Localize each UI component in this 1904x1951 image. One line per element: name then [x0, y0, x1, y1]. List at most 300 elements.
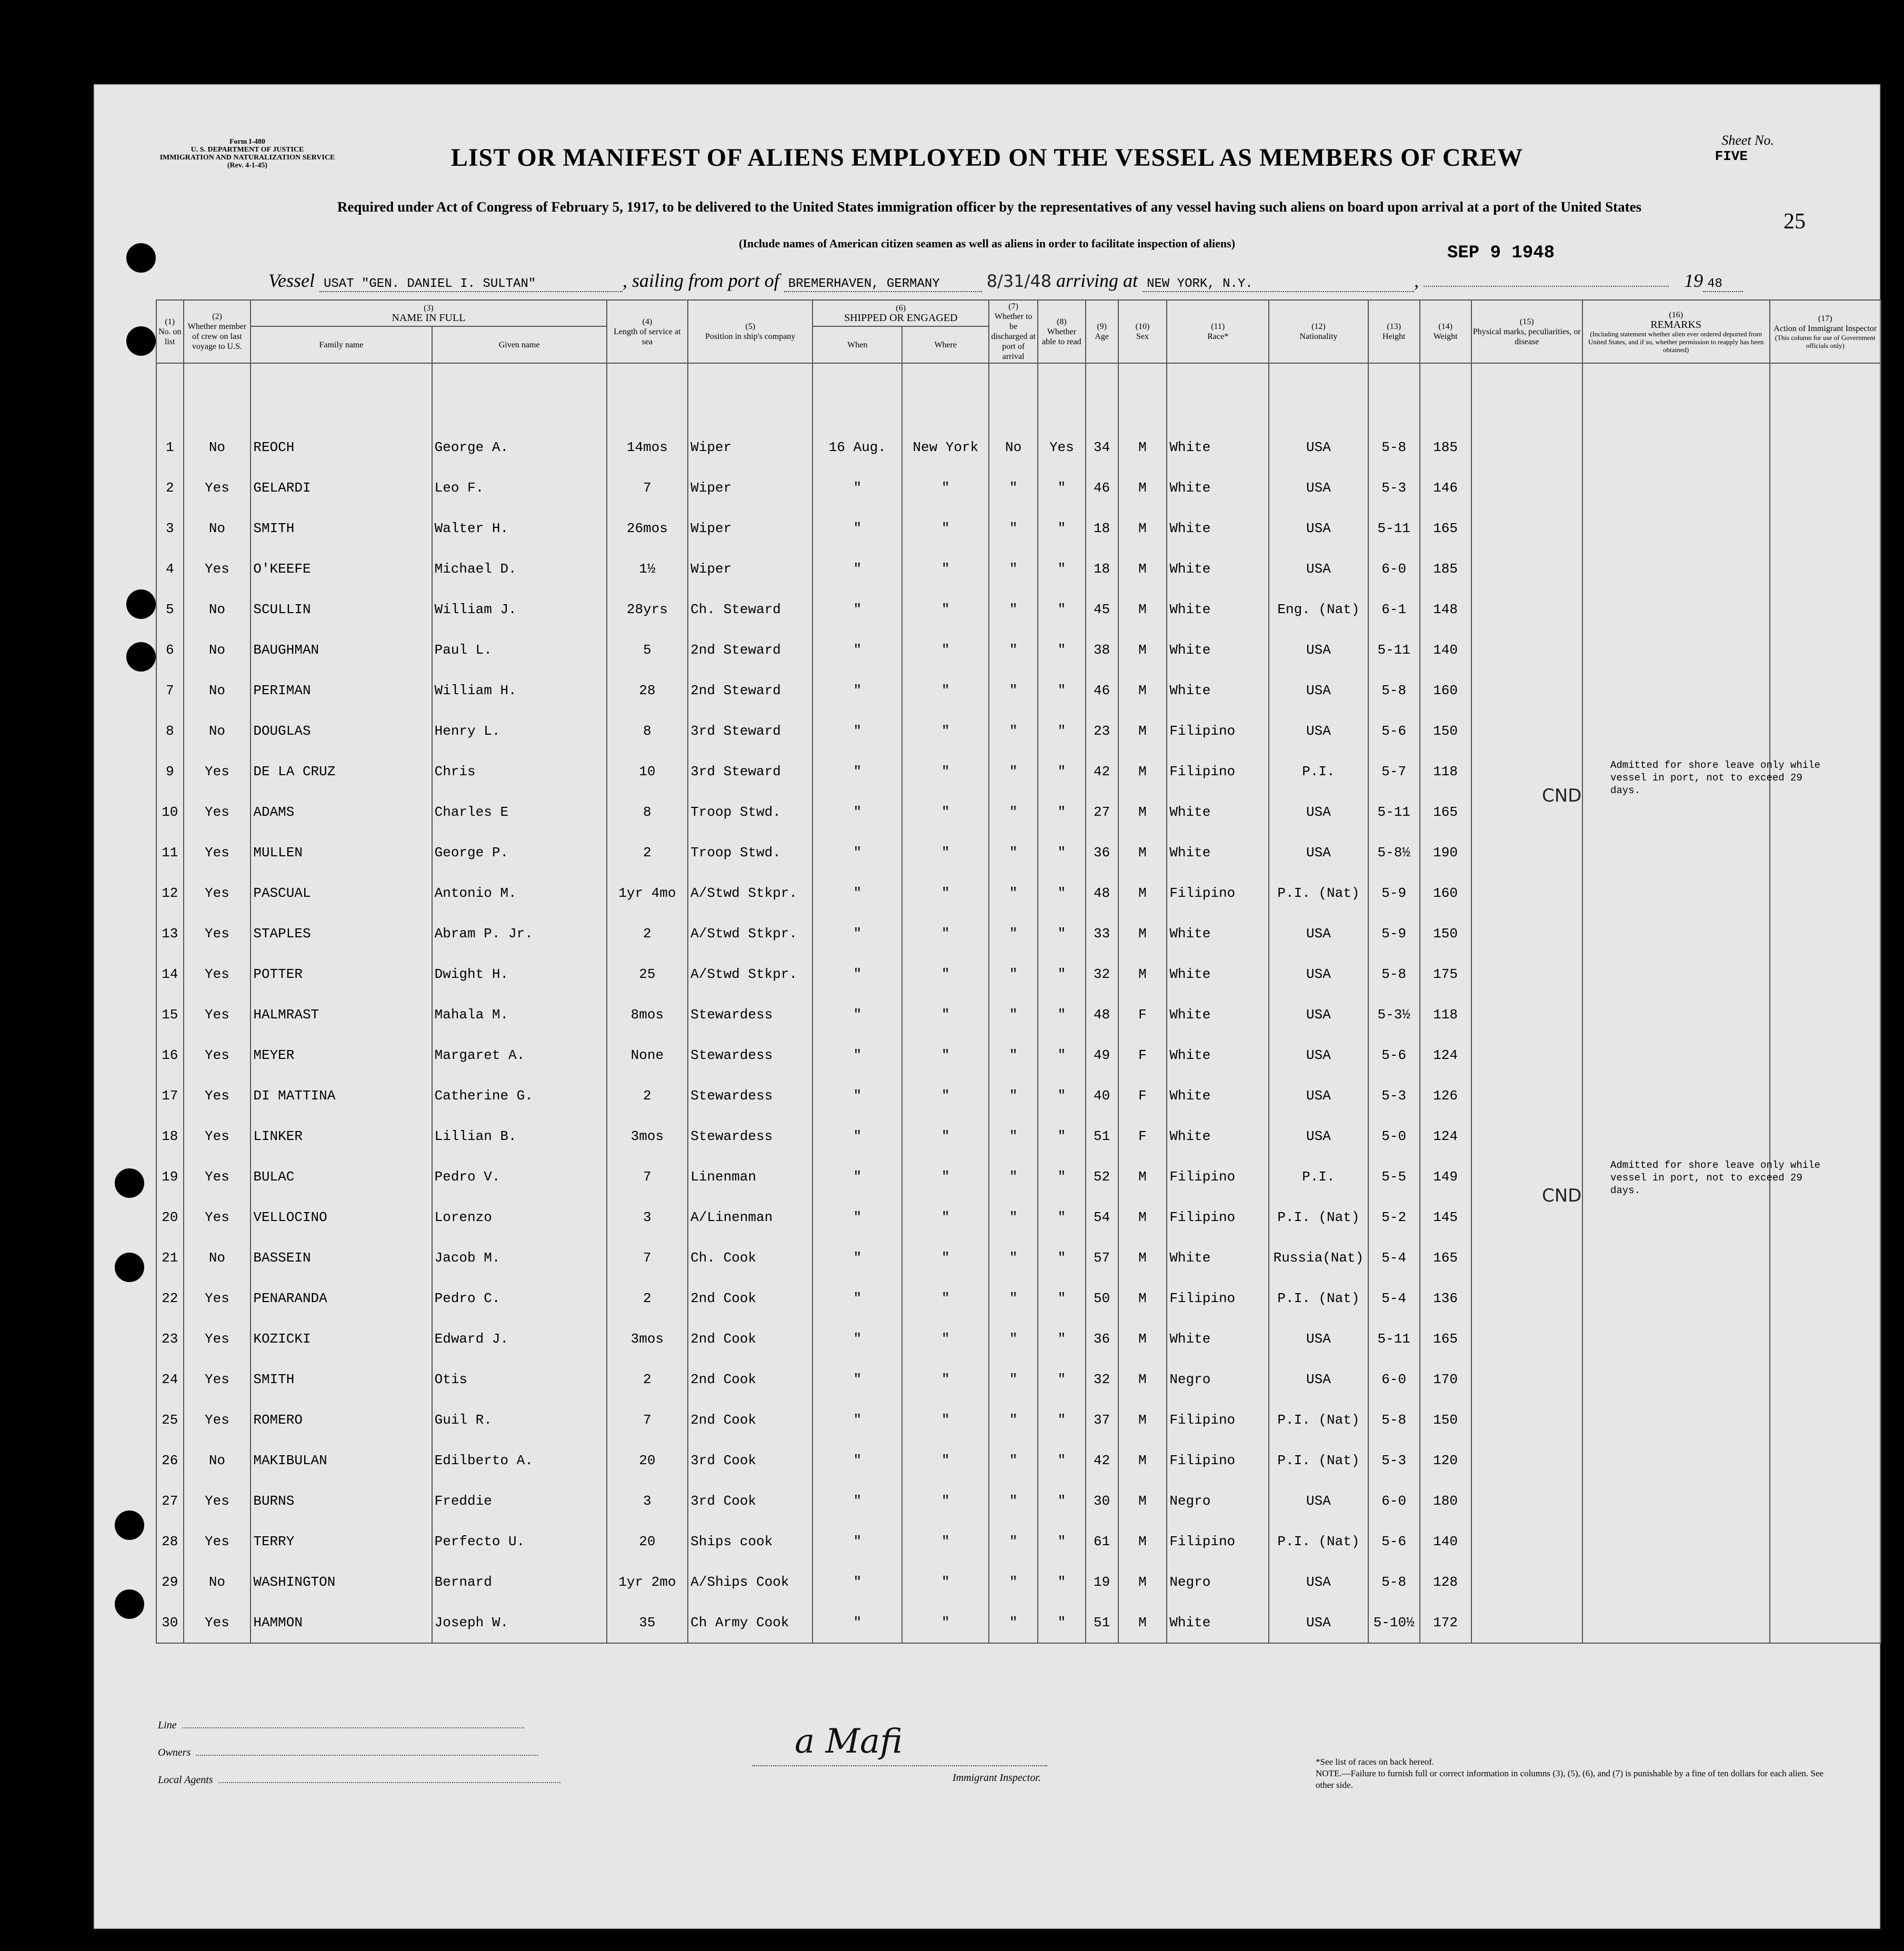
row-number-cell: 8	[156, 711, 184, 751]
service-length-cell: 3mos	[607, 1116, 688, 1156]
row-number-cell: 30	[156, 1602, 184, 1643]
shipped-where-cell: "	[902, 1278, 989, 1318]
physical-marks-cell	[1471, 1318, 1582, 1359]
nationality-cell: P.I.	[1269, 751, 1368, 792]
height-cell: 5-3	[1368, 1075, 1420, 1116]
row-number-cell: 24	[156, 1359, 184, 1399]
weight-cell: 140	[1420, 629, 1471, 670]
position-cell: Wiper	[688, 427, 813, 467]
inspector-action-cell	[1770, 1602, 1881, 1643]
remarks-cell	[1582, 1399, 1770, 1440]
sex-cell: M	[1118, 1156, 1167, 1197]
nationality-cell: USA	[1269, 954, 1368, 994]
shipped-when-cell: "	[813, 1480, 902, 1521]
discharged-cell: "	[989, 1035, 1038, 1075]
service-length-cell: 3	[607, 1197, 688, 1237]
family-name-cell: PASCUAL	[250, 873, 432, 913]
age-cell: 30	[1086, 1480, 1118, 1521]
position-cell: Stewardess	[688, 1116, 813, 1156]
col-action-header: (17) Action of Immigrant Inspector (This column for use of Government officials only)	[1770, 300, 1881, 363]
physical-marks-cell	[1471, 913, 1582, 954]
row-number-cell: 2	[156, 467, 184, 508]
height-cell: 5-2	[1368, 1197, 1420, 1237]
family-name-cell: DI MATTINA	[250, 1075, 432, 1116]
table-row	[156, 508, 1881, 548]
race-cell: White	[1167, 1237, 1269, 1278]
shipped-when-cell: "	[813, 1278, 902, 1318]
inspector-label: Immigrant Inspector.	[953, 1772, 1041, 1784]
shipped-where-cell: "	[902, 1116, 989, 1156]
shipped-where-cell: "	[902, 751, 989, 792]
col-age-header: (9) Age	[1086, 300, 1118, 363]
position-cell: 3rd Steward	[688, 751, 813, 792]
inspector-action-cell	[1770, 1075, 1881, 1116]
sex-cell: M	[1118, 1318, 1167, 1359]
last-voyage-cell: Yes	[184, 1602, 251, 1643]
position-cell: Stewardess	[688, 1075, 813, 1116]
family-name-cell: PERIMAN	[250, 670, 432, 711]
weight-cell: 150	[1420, 913, 1471, 954]
row-number-cell: 11	[156, 832, 184, 873]
service-length-cell: 2	[607, 1359, 688, 1399]
inspector-action-cell	[1770, 1197, 1881, 1237]
row-number-cell: 7	[156, 670, 184, 711]
weight-cell: 185	[1420, 548, 1471, 589]
row-number-cell: 29	[156, 1562, 184, 1602]
discharged-cell: No	[989, 427, 1038, 467]
service-length-cell: 7	[607, 467, 688, 508]
age-cell: 32	[1086, 1359, 1118, 1399]
given-name-cell: Jacob M.	[432, 1237, 607, 1278]
inspector-action-cell	[1770, 548, 1881, 589]
shipped-where-cell: "	[902, 1197, 989, 1237]
family-name-cell: STAPLES	[250, 913, 432, 954]
height-cell: 5-4	[1368, 1278, 1420, 1318]
height-cell: 5-9	[1368, 873, 1420, 913]
race-cell: White	[1167, 1075, 1269, 1116]
sex-cell: M	[1118, 427, 1167, 467]
row-number-cell: 20	[156, 1197, 184, 1237]
family-name-cell: LINKER	[250, 1116, 432, 1156]
nationality-cell: USA	[1269, 1075, 1368, 1116]
inspector-action-cell	[1770, 508, 1881, 548]
physical-marks-cell	[1471, 1035, 1582, 1075]
physical-marks-cell	[1471, 1521, 1582, 1562]
col-discharged-header: (7) Whether to be discharged at port of arrival	[989, 300, 1038, 363]
weight-cell: 126	[1420, 1075, 1471, 1116]
discharged-cell: "	[989, 467, 1038, 508]
age-cell: 61	[1086, 1521, 1118, 1562]
weight-cell: 170	[1420, 1359, 1471, 1399]
port-to: NEW YORK, N.Y.	[1143, 277, 1414, 292]
physical-marks-cell	[1471, 548, 1582, 589]
shipped-where-cell: "	[902, 832, 989, 873]
last-voyage-cell: Yes	[184, 792, 251, 832]
position-cell: 3rd Cook	[688, 1440, 813, 1480]
page-number: 25	[1783, 209, 1806, 234]
height-cell: 5-3½	[1368, 994, 1420, 1035]
inspector-action-cell	[1770, 1399, 1881, 1440]
service-length-cell: 14mos	[607, 427, 688, 467]
inspector-action-cell	[1770, 711, 1881, 751]
penalty-note: NOTE.—Failure to furnish full or correct information in columns (3), (5), (6), and (7) is punishable by a fine of ten dollars for each alien. See other side.	[1316, 1768, 1823, 1790]
sex-cell: M	[1118, 1359, 1167, 1399]
able-to-read-cell: "	[1038, 1480, 1086, 1521]
manifest-subtitle: Required under Act of Congress of February 5, 1917, to be delivered to the United States immigration officer by the representatives of any vessel having such aliens on board upon arrival at a port of the United States	[337, 199, 1642, 215]
race-cell: White	[1167, 589, 1269, 629]
service-length-cell: 5	[607, 629, 688, 670]
able-to-read-cell: "	[1038, 1075, 1086, 1116]
row-number-cell: 18	[156, 1116, 184, 1156]
race-cell: White	[1167, 1116, 1269, 1156]
age-cell: 34	[1086, 427, 1118, 467]
remarks-cell	[1582, 548, 1770, 589]
given-name-cell: Edilberto A.	[432, 1440, 607, 1480]
vessel-name: USAT "GEN. DANIEL I. SULTAN"	[319, 277, 623, 292]
able-to-read-cell: "	[1038, 1197, 1086, 1237]
race-cell: Filipino	[1167, 1440, 1269, 1480]
manifest-sheet	[94, 84, 1880, 1929]
remarks-cell	[1582, 913, 1770, 954]
col-name-header: (3) NAME IN FULL	[250, 300, 606, 326]
shipped-where-cell: "	[902, 1602, 989, 1643]
last-voyage-cell: Yes	[184, 873, 251, 913]
last-voyage-cell: Yes	[184, 1318, 251, 1359]
port-from: BREMERHAVEN, GERMANY	[784, 277, 982, 292]
sheet-no-label: Sheet No.	[1721, 133, 1774, 148]
nationality-cell: Russia(Nat)	[1269, 1237, 1368, 1278]
family-name-cell: WASHINGTON	[250, 1562, 432, 1602]
shipped-where-cell: "	[902, 1035, 989, 1075]
binder-hole	[115, 1510, 144, 1540]
row-number-cell: 23	[156, 1318, 184, 1359]
shipped-where-cell: "	[902, 954, 989, 994]
given-name-cell: William J.	[432, 589, 607, 629]
discharged-cell: "	[989, 954, 1038, 994]
table-row	[156, 427, 1881, 467]
footer-owners-label: Owners	[158, 1747, 191, 1758]
footer-agents-blank	[218, 1782, 560, 1783]
physical-marks-cell	[1471, 1602, 1582, 1643]
service-length-cell: 1½	[607, 548, 688, 589]
last-voyage-cell: Yes	[184, 1035, 251, 1075]
nationality-cell: USA	[1269, 1359, 1368, 1399]
nationality-cell: USA	[1269, 1035, 1368, 1075]
physical-marks-cell	[1471, 1480, 1582, 1521]
position-cell: Troop Stwd.	[688, 832, 813, 873]
row-number-cell: 12	[156, 873, 184, 913]
shipped-where-cell: "	[902, 913, 989, 954]
nationality-cell: USA	[1269, 792, 1368, 832]
age-cell: 32	[1086, 954, 1118, 994]
row-number-cell: 15	[156, 994, 184, 1035]
family-name-cell: MEYER	[250, 1035, 432, 1075]
last-voyage-cell: Yes	[184, 954, 251, 994]
sex-cell: M	[1118, 670, 1167, 711]
row-number-cell: 3	[156, 508, 184, 548]
shipped-when-cell: "	[813, 711, 902, 751]
nationality-cell: USA	[1269, 1562, 1368, 1602]
shipped-when-cell: "	[813, 1602, 902, 1643]
able-to-read-cell: "	[1038, 1116, 1086, 1156]
year-prefix: 19	[1684, 270, 1703, 291]
sex-cell: M	[1118, 629, 1167, 670]
family-name-cell: HAMMON	[250, 1602, 432, 1643]
shipped-where-cell: "	[902, 1075, 989, 1116]
inspector-action-cell	[1770, 427, 1881, 467]
race-cell: Filipino	[1167, 1399, 1269, 1440]
sex-cell: M	[1118, 1399, 1167, 1440]
weight-cell: 148	[1420, 589, 1471, 629]
discharged-cell: "	[989, 1602, 1038, 1643]
remarks-cell	[1582, 1237, 1770, 1278]
shipped-when-cell: "	[813, 832, 902, 873]
race-cell: White	[1167, 954, 1269, 994]
service-length-cell: 2	[607, 913, 688, 954]
row-number-cell: 22	[156, 1278, 184, 1318]
inspector-signature: a Mafi	[795, 1722, 903, 1761]
inspector-action-cell	[1770, 1318, 1881, 1359]
col-no-header: (1) No. on list	[156, 300, 184, 363]
given-name-cell: Freddie	[432, 1480, 607, 1521]
shipped-where-cell: "	[902, 629, 989, 670]
nationality-cell: USA	[1269, 1318, 1368, 1359]
service-length-cell: 35	[607, 1602, 688, 1643]
form-dept: U. S. DEPARTMENT OF JUSTICE	[191, 146, 304, 154]
family-name-cell: BURNS	[250, 1480, 432, 1521]
position-cell: A/Stwd Stkpr.	[688, 913, 813, 954]
row-number-cell: 17	[156, 1075, 184, 1116]
shipped-where-cell: "	[902, 873, 989, 913]
table-row	[156, 1035, 1881, 1075]
given-name-cell: Walter H.	[432, 508, 607, 548]
table-row	[156, 913, 1881, 954]
inspector-action-cell	[1770, 1278, 1881, 1318]
given-name-cell: Henry L.	[432, 711, 607, 751]
physical-marks-cell	[1471, 1278, 1582, 1318]
height-cell: 5-5	[1368, 1156, 1420, 1197]
position-cell: Wiper	[688, 467, 813, 508]
sex-cell: F	[1118, 994, 1167, 1035]
position-cell: 2nd Cook	[688, 1278, 813, 1318]
remarks-cell	[1582, 508, 1770, 548]
able-to-read-cell: "	[1038, 1318, 1086, 1359]
col-sex-header: (10) Sex	[1118, 300, 1167, 363]
discharged-cell: "	[989, 711, 1038, 751]
physical-marks-cell	[1471, 1116, 1582, 1156]
given-name-cell: Chris	[432, 751, 607, 792]
shipped-when-cell: 16 Aug.	[813, 427, 902, 467]
last-voyage-cell: No	[184, 427, 251, 467]
remarks-cell	[1582, 1521, 1770, 1562]
able-to-read-cell: "	[1038, 711, 1086, 751]
able-to-read-cell: "	[1038, 1602, 1086, 1643]
discharged-cell: "	[989, 913, 1038, 954]
discharged-cell: "	[989, 1116, 1038, 1156]
sex-cell: F	[1118, 1035, 1167, 1075]
position-cell: 3rd Steward	[688, 711, 813, 751]
given-name-cell: Leo F.	[432, 467, 607, 508]
family-name-cell: SCULLIN	[250, 589, 432, 629]
race-cell: White	[1167, 913, 1269, 954]
table-row	[156, 629, 1881, 670]
discharged-cell: "	[989, 1480, 1038, 1521]
form-service: IMMIGRATION AND NATURALIZATION SERVICE	[159, 154, 335, 162]
given-name-cell: Paul L.	[432, 629, 607, 670]
service-length-cell: 20	[607, 1521, 688, 1562]
physical-marks-cell	[1471, 832, 1582, 873]
able-to-read-cell: "	[1038, 508, 1086, 548]
shipped-where-cell: "	[902, 792, 989, 832]
table-row	[156, 1602, 1881, 1643]
physical-marks-cell	[1471, 508, 1582, 548]
remarks-cell	[1582, 1562, 1770, 1602]
form-rev: (Rev. 4-1-45)	[227, 162, 268, 169]
weight-cell: 118	[1420, 751, 1471, 792]
year-value: 48	[1703, 277, 1743, 292]
able-to-read-cell: "	[1038, 1521, 1086, 1562]
age-cell: 38	[1086, 629, 1118, 670]
position-cell: Stewardess	[688, 994, 813, 1035]
able-to-read-cell: "	[1038, 1237, 1086, 1278]
last-voyage-cell: Yes	[184, 832, 251, 873]
weight-cell: 124	[1420, 1116, 1471, 1156]
age-cell: 33	[1086, 913, 1118, 954]
physical-marks-cell	[1471, 1399, 1582, 1440]
service-length-cell: 1yr 4mo	[607, 873, 688, 913]
age-cell: 18	[1086, 548, 1118, 589]
position-cell: A/Stwd Stkpr.	[688, 954, 813, 994]
weight-cell: 150	[1420, 711, 1471, 751]
service-length-cell: 25	[607, 954, 688, 994]
race-cell: Negro	[1167, 1480, 1269, 1521]
shipped-when-cell: "	[813, 1359, 902, 1399]
remarks-cell	[1582, 1318, 1770, 1359]
nationality-cell: Eng. (Nat)	[1269, 589, 1368, 629]
last-voyage-cell: Yes	[184, 751, 251, 792]
able-to-read-cell: "	[1038, 994, 1086, 1035]
given-name-cell: Guil R.	[432, 1399, 607, 1440]
table-row	[156, 1318, 1881, 1359]
col-service-header: (4) Length of service at sea	[607, 300, 688, 363]
remark-9-mark: CND	[1542, 785, 1582, 806]
height-cell: 5-11	[1368, 1318, 1420, 1359]
shipped-where-cell: "	[902, 670, 989, 711]
weight-cell: 185	[1420, 427, 1471, 467]
inspector-action-cell	[1770, 1035, 1881, 1075]
remarks-cell	[1582, 1197, 1770, 1237]
binder-hole	[115, 1589, 144, 1619]
weight-cell: 118	[1420, 994, 1471, 1035]
nationality-cell: USA	[1269, 1116, 1368, 1156]
given-name-cell: Edward J.	[432, 1318, 607, 1359]
family-name-cell: GELARDI	[250, 467, 432, 508]
sex-cell: M	[1118, 711, 1167, 751]
remarks-cell	[1582, 1278, 1770, 1318]
given-name-cell: Abram P. Jr.	[432, 913, 607, 954]
nationality-cell: P.I. (Nat)	[1269, 1399, 1368, 1440]
physical-marks-cell	[1471, 1562, 1582, 1602]
remarks-cell	[1582, 1480, 1770, 1521]
given-name-cell: Pedro V.	[432, 1156, 607, 1197]
age-cell: 45	[1086, 589, 1118, 629]
table-row	[156, 954, 1881, 994]
family-name-cell: VELLOCINO	[250, 1197, 432, 1237]
inspector-action-cell	[1770, 589, 1881, 629]
race-cell: Filipino	[1167, 873, 1269, 913]
height-cell: 5-11	[1368, 508, 1420, 548]
height-cell: 5-6	[1368, 1521, 1420, 1562]
able-to-read-cell: "	[1038, 629, 1086, 670]
race-cell: Filipino	[1167, 1197, 1269, 1237]
vessel-line: Vessel USAT "GEN. DANIEL I. SULTAN" , sailing from port of BREMERHAVEN, GERMANY 8/31/48 arriving at NEW YORK, N.Y. , 19 48	[268, 269, 1743, 292]
discharged-cell: "	[989, 1197, 1038, 1237]
table-row	[156, 1562, 1881, 1602]
nationality-cell: USA	[1269, 467, 1368, 508]
position-cell: Wiper	[688, 548, 813, 589]
service-length-cell: None	[607, 1035, 688, 1075]
row-number-cell: 14	[156, 954, 184, 994]
shipped-where-cell: "	[902, 589, 989, 629]
shipped-when-cell: "	[813, 792, 902, 832]
nationality-cell: P.I. (Nat)	[1269, 1521, 1368, 1562]
inspector-action-cell	[1770, 1562, 1881, 1602]
physical-marks-cell	[1471, 467, 1582, 508]
service-length-cell: 10	[607, 751, 688, 792]
discharged-cell: "	[989, 792, 1038, 832]
last-voyage-cell: No	[184, 589, 251, 629]
table-row	[156, 1278, 1881, 1318]
age-cell: 27	[1086, 792, 1118, 832]
weight-cell: 165	[1420, 1237, 1471, 1278]
sex-cell: M	[1118, 832, 1167, 873]
able-to-read-cell: "	[1038, 792, 1086, 832]
family-name-cell: DOUGLAS	[250, 711, 432, 751]
race-cell: Filipino	[1167, 1156, 1269, 1197]
inspector-action-cell	[1770, 1480, 1881, 1521]
shipped-when-cell: "	[813, 873, 902, 913]
position-cell: Stewardess	[688, 1035, 813, 1075]
inspector-action-cell	[1770, 1440, 1881, 1480]
shipped-where-cell: New York	[902, 427, 989, 467]
physical-marks-cell	[1471, 427, 1582, 467]
given-name-cell: Lillian B.	[432, 1116, 607, 1156]
service-length-cell: 3	[607, 1480, 688, 1521]
weight-cell: 136	[1420, 1278, 1471, 1318]
inspector-action-cell	[1770, 792, 1881, 832]
inspector-signature-line	[753, 1765, 1047, 1766]
given-name-cell: William H.	[432, 670, 607, 711]
table-row	[156, 1197, 1881, 1237]
weight-cell: 140	[1420, 1521, 1471, 1562]
table-row	[156, 832, 1881, 873]
position-cell: A/Ships Cook	[688, 1562, 813, 1602]
age-cell: 52	[1086, 1156, 1118, 1197]
table-row	[156, 1521, 1881, 1562]
discharged-cell: "	[989, 751, 1038, 792]
sex-cell: M	[1118, 1602, 1167, 1643]
remarks-cell	[1582, 467, 1770, 508]
inspector-action-cell	[1770, 994, 1881, 1035]
shipped-when-cell: "	[813, 1116, 902, 1156]
sex-cell: M	[1118, 1278, 1167, 1318]
height-cell: 5-8	[1368, 954, 1420, 994]
shipped-when-cell: "	[813, 1156, 902, 1197]
position-cell: A/Linenman	[688, 1197, 813, 1237]
discharged-cell: "	[989, 1399, 1038, 1440]
table-row	[156, 589, 1881, 629]
family-name-cell: BAUGHMAN	[250, 629, 432, 670]
